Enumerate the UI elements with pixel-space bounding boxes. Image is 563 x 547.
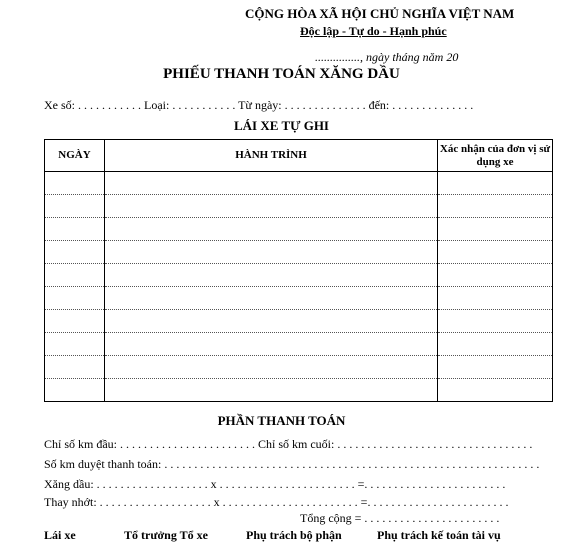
date-cell[interactable]: [45, 333, 105, 356]
table-row: [45, 264, 553, 287]
route-cell[interactable]: [105, 310, 438, 333]
table-row: [45, 218, 553, 241]
date-cell[interactable]: [45, 379, 105, 402]
confirmation-cell[interactable]: [438, 172, 553, 195]
table-row: [45, 310, 553, 333]
date-cell[interactable]: [45, 172, 105, 195]
column-header-route: HÀNH TRÌNH: [105, 140, 438, 172]
route-cell[interactable]: [105, 241, 438, 264]
table-row: [45, 356, 553, 379]
table-row: [45, 379, 553, 402]
km-reading-line: Chỉ số km đầu: . . . . . . . . . . . . . . . . . . . . . . . Chỉ số km cuối: . . . . . . . . . . . . . . . . . . . . . . . . . . . . . . . . .: [44, 437, 533, 451]
signature-driver: Lái xe: [44, 528, 76, 542]
signature-department-head: Phụ trách bộ phận: [246, 528, 342, 542]
table-row: [45, 333, 553, 356]
date-cell[interactable]: [45, 264, 105, 287]
approved-km-line: Số km duyệt thanh toán: . . . . . . . . . . . . . . . . . . . . . . . . . . . . . . . . . . . . . . . . . . . . . . . . . . . . . . . . . . . . . . .: [44, 457, 540, 471]
column-header-confirmation: Xác nhận của đơn vị sử dụng xe: [438, 140, 553, 172]
table-row: [45, 195, 553, 218]
driver-section-title: LÁI XE TỰ GHI: [234, 118, 329, 133]
vehicle-info-line: Xe số: . . . . . . . . . . . Loại: . . . . . . . . . . . Từ ngày: . . . . . . . . . . . . . . đến: . . . . . . . . . . . . . .: [44, 98, 474, 112]
table-row: [45, 287, 553, 310]
route-cell[interactable]: [105, 379, 438, 402]
trip-log-table: [44, 139, 553, 402]
payment-section-title: PHẦN THANH TOÁN: [217, 413, 346, 428]
confirmation-cell[interactable]: [438, 333, 553, 356]
route-cell[interactable]: [105, 264, 438, 287]
route-cell[interactable]: [105, 172, 438, 195]
route-cell[interactable]: [105, 356, 438, 379]
confirmation-cell[interactable]: [438, 356, 553, 379]
document-title: PHIẾU THANH TOÁN XĂNG DẦU: [163, 66, 400, 82]
date-cell[interactable]: [45, 218, 105, 241]
route-cell[interactable]: [105, 333, 438, 356]
total-line: Tổng cộng = . . . . . . . . . . . . . . . . . . . . . . .: [300, 511, 500, 525]
route-cell[interactable]: [105, 287, 438, 310]
confirmation-cell[interactable]: [438, 287, 553, 310]
date-cell[interactable]: [45, 310, 105, 333]
table-header-row: [45, 140, 553, 172]
table-row: [45, 241, 553, 264]
date-line: ..............., ngày tháng năm 20: [315, 50, 459, 64]
table-row: [45, 172, 553, 195]
confirmation-cell[interactable]: [438, 195, 553, 218]
confirmation-cell[interactable]: [438, 310, 553, 333]
date-cell[interactable]: [45, 356, 105, 379]
fuel-cost-line: Xăng dầu: . . . . . . . . . . . . . . . . . . . x . . . . . . . . . . . . . . . . . . . . . . . =. . . . . . . . . . . . . . . . . . . . . . . .: [44, 477, 506, 491]
confirmation-cell[interactable]: [438, 218, 553, 241]
date-cell[interactable]: [45, 287, 105, 310]
route-cell[interactable]: [105, 218, 438, 241]
nation-header: CỘNG HÒA XÃ HỘI CHỦ NGHĨA VIỆT NAM: [245, 6, 515, 21]
confirmation-cell[interactable]: [438, 379, 553, 402]
motto: Độc lập - Tự do - Hạnh phúc: [300, 24, 447, 38]
route-cell[interactable]: [105, 195, 438, 218]
date-cell[interactable]: [45, 195, 105, 218]
date-cell[interactable]: [45, 241, 105, 264]
column-header-date: NGÀY: [45, 140, 105, 172]
oil-change-line: Thay nhớt: . . . . . . . . . . . . . . . . . . . x . . . . . . . . . . . . . . . . . . . . . . . =. . . . . . . . . . . . . . . . . . . . . . . .: [44, 495, 509, 509]
signature-team-leader: Tổ trưởng Tổ xe: [124, 528, 208, 542]
confirmation-cell[interactable]: [438, 264, 553, 287]
signature-accounting-head: Phụ trách kế toán tài vụ: [377, 528, 501, 542]
confirmation-cell[interactable]: [438, 241, 553, 264]
